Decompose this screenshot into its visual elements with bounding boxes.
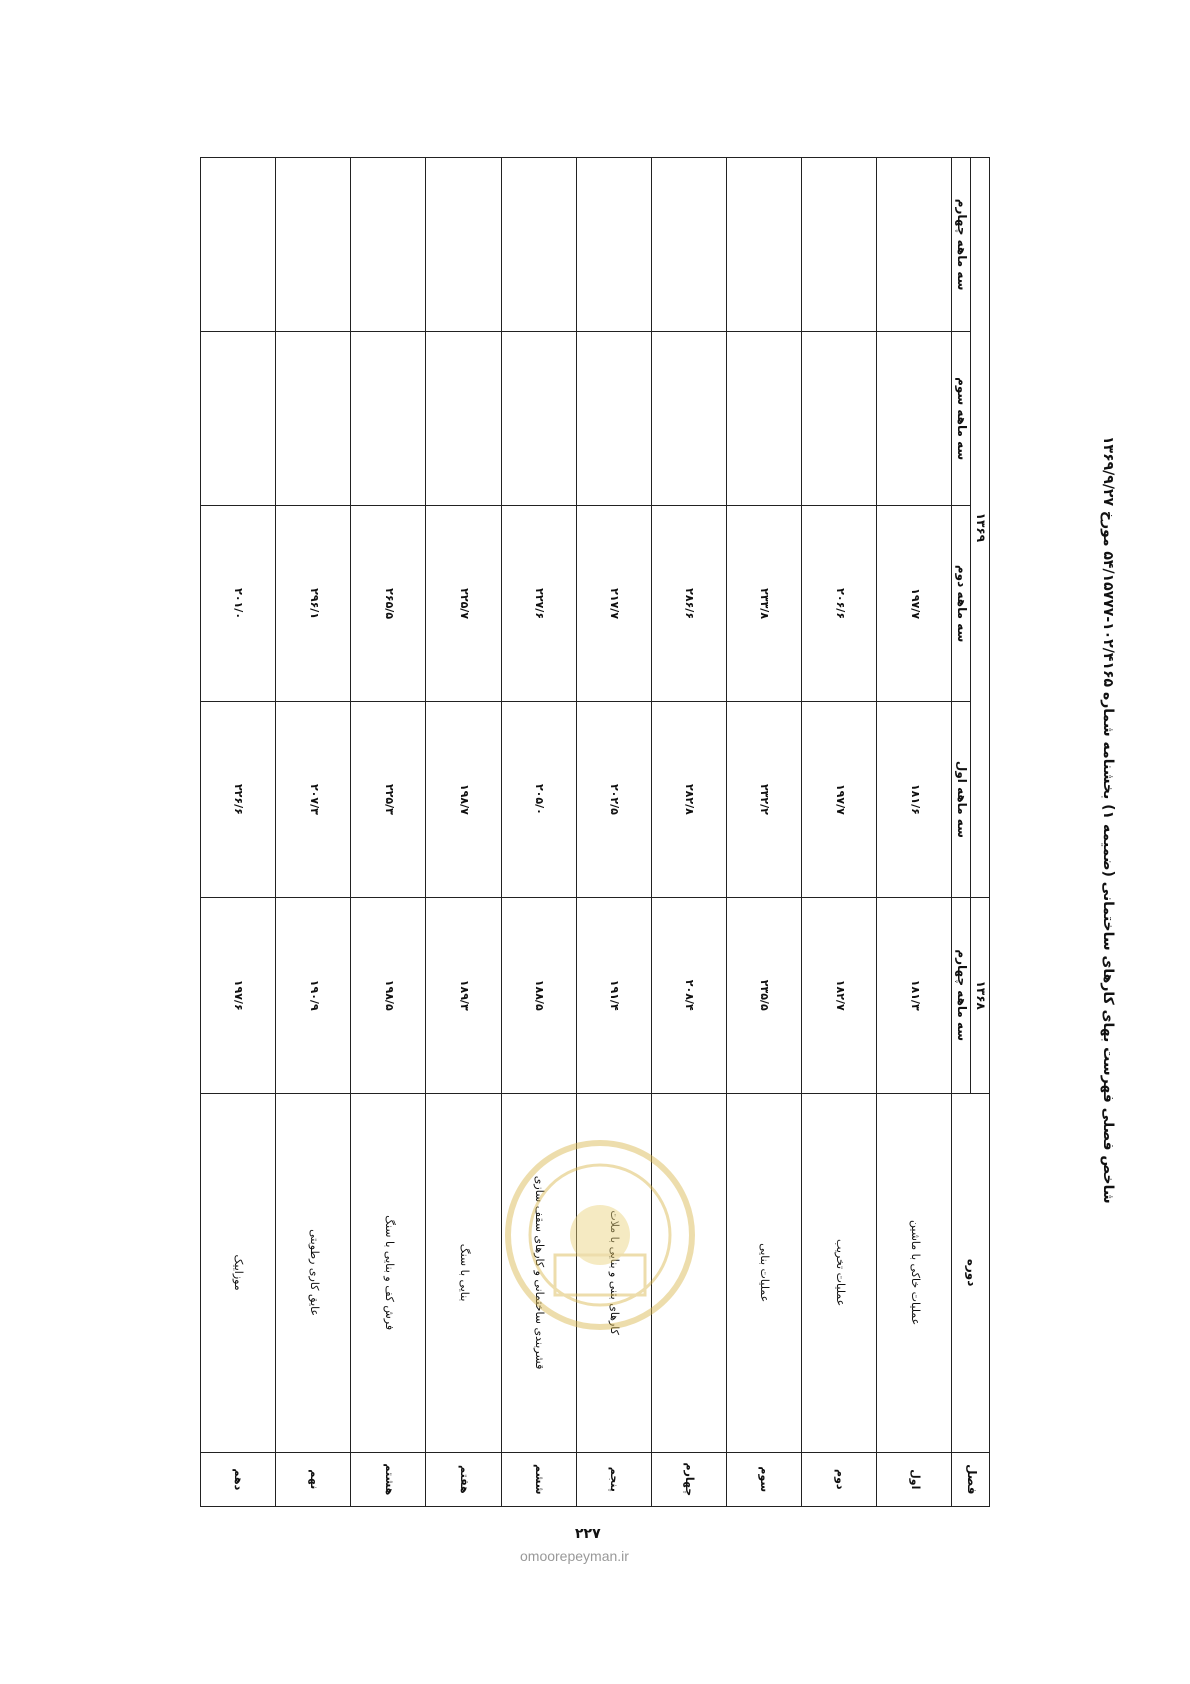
value-q1-1369: ۲۲۶/۶ bbox=[201, 702, 276, 898]
value-q3-1369 bbox=[726, 332, 801, 506]
value-q2-1369: ۲۲۷/۶ bbox=[501, 506, 576, 702]
table-row bbox=[726, 158, 801, 1507]
value-q4-1368: ۱۸۹/۳ bbox=[426, 897, 501, 1093]
row-number: دوم bbox=[802, 1452, 877, 1506]
value-q4-1369 bbox=[351, 158, 426, 332]
row-number: هشتم bbox=[351, 1452, 426, 1506]
value-q4-1369 bbox=[802, 158, 877, 332]
row-number: هفتم bbox=[426, 1452, 501, 1506]
value-q2-1369: ۲۰۶/۶ bbox=[802, 506, 877, 702]
value-q4-1368: ۱۹۷/۶ bbox=[201, 897, 276, 1093]
row-description: فرش کف و بنایی با سنگ bbox=[351, 1093, 426, 1452]
value-q3-1369 bbox=[576, 332, 651, 506]
value-q1-1369: ۲۳۲/۲ bbox=[726, 702, 801, 898]
value-q1-1369: ۱۹۸/۷ bbox=[426, 702, 501, 898]
value-q4-1368: ۱۸۲/۷ bbox=[802, 897, 877, 1093]
row-description: عملیات تخریب bbox=[802, 1093, 877, 1452]
value-q3-1369 bbox=[426, 332, 501, 506]
value-q3-1369 bbox=[802, 332, 877, 506]
value-q1-1369: ۲۰۷/۳ bbox=[276, 702, 351, 898]
document-title: شاخص فصلی فهرست بهای کارهای ساختمانی (ضمیمه ۱) بخشنامه شماره ۱۰۲/۴۱۶۵-۵۴/۱۵۷۷۷ مورخ ۱۳۶۹/۹/۲۷ bbox=[1100, 436, 1116, 1204]
row-number: چهارم bbox=[651, 1452, 726, 1506]
value-q4-1368: ۱۸۱/۳ bbox=[877, 897, 952, 1093]
row-description: قشربندی ساختمانی و کارهای سقف سازی bbox=[501, 1093, 576, 1452]
value-q4-1369 bbox=[877, 158, 952, 332]
value-q2-1369: ۲۳۳/۸ bbox=[726, 506, 801, 702]
value-q3-1369 bbox=[501, 332, 576, 506]
header-season: فصل bbox=[952, 1452, 990, 1506]
value-q4-1369 bbox=[726, 158, 801, 332]
value-q3-1369 bbox=[651, 332, 726, 506]
row-number: اول bbox=[877, 1452, 952, 1506]
value-q3-1369 bbox=[276, 332, 351, 506]
row-number: پنجم bbox=[576, 1452, 651, 1506]
value-q1-1369: ۱۸۱/۶ bbox=[877, 702, 952, 898]
value-q1-1369: ۲۸۲/۸ bbox=[651, 702, 726, 898]
value-q4-1368: ۲۰۸/۴ bbox=[651, 897, 726, 1093]
row-description: موزاییک bbox=[201, 1093, 276, 1452]
value-q3-1369 bbox=[351, 332, 426, 506]
value-q2-1369: ۲۹۶/۱ bbox=[276, 506, 351, 702]
row-description: عایق کاری رطوبتی bbox=[276, 1093, 351, 1452]
header-q2-1369: سه ماهه دوم bbox=[952, 506, 971, 702]
value-q3-1369 bbox=[877, 332, 952, 506]
value-q1-1369: ۲۲۵/۳ bbox=[351, 702, 426, 898]
table-row bbox=[201, 158, 276, 1507]
header-q3-1369: سه ماهه سوم bbox=[952, 332, 971, 506]
table-row bbox=[351, 158, 426, 1507]
value-q2-1369: ۲۶۵/۵ bbox=[351, 506, 426, 702]
table-row bbox=[802, 158, 877, 1507]
header-q1-1369: سه ماهه اول bbox=[952, 702, 971, 898]
header-q4-1369: سه ماهه چهارم bbox=[952, 158, 971, 332]
value-q2-1369: ۲۱۷/۷ bbox=[576, 506, 651, 702]
header-year-1368: ۱۳۶۸ bbox=[971, 897, 990, 1093]
value-q4-1369 bbox=[201, 158, 276, 332]
header-q4-1368: سه ماهه چهارم bbox=[952, 897, 971, 1093]
value-q4-1369 bbox=[576, 158, 651, 332]
row-description: بنایی با سنگ bbox=[426, 1093, 501, 1452]
row-number: ششم bbox=[501, 1452, 576, 1506]
value-q4-1368: ۱۹۱/۴ bbox=[576, 897, 651, 1093]
value-q4-1369 bbox=[426, 158, 501, 332]
value-q2-1369: ۲۰۱/۰ bbox=[201, 506, 276, 702]
value-q1-1369: ۲۰۲/۵ bbox=[576, 702, 651, 898]
value-q4-1368: ۲۳۵/۵ bbox=[726, 897, 801, 1093]
header-year-1369: ۱۳۶۹ bbox=[971, 158, 990, 898]
value-q3-1369 bbox=[201, 332, 276, 506]
value-q2-1369: ۲۸۶/۶ bbox=[651, 506, 726, 702]
page-number: ۲۲۷ bbox=[575, 1526, 601, 1542]
row-description: عملیات بنایی bbox=[726, 1093, 801, 1452]
value-q4-1368: ۱۸۸/۵ bbox=[501, 897, 576, 1093]
row-number: دهم bbox=[201, 1452, 276, 1506]
table-row bbox=[276, 158, 351, 1507]
value-q4-1368: ۱۹۸/۵ bbox=[351, 897, 426, 1093]
value-q4-1369 bbox=[651, 158, 726, 332]
row-number: سوم bbox=[726, 1452, 801, 1506]
table-row bbox=[426, 158, 501, 1507]
row-description: کارهای بتنی و بنایی با ملات bbox=[576, 1093, 651, 1452]
value-q4-1369 bbox=[501, 158, 576, 332]
row-description: عملیات خاکی با ماشین bbox=[877, 1093, 952, 1452]
value-q2-1369: ۱۹۷/۷ bbox=[877, 506, 952, 702]
value-q1-1369: ۲۰۵/۰ bbox=[501, 702, 576, 898]
footer-url: omoorepeyman.ir bbox=[520, 1548, 629, 1564]
value-q1-1369: ۱۹۷/۷ bbox=[802, 702, 877, 898]
table-row bbox=[877, 158, 952, 1507]
header-period: دوره bbox=[952, 1093, 990, 1452]
watermark-seal bbox=[500, 1135, 700, 1335]
value-q2-1369: ۲۲۵/۷ bbox=[426, 506, 501, 702]
row-number: نهم bbox=[276, 1452, 351, 1506]
value-q4-1368: ۱۹۰/۹ bbox=[276, 897, 351, 1093]
value-q4-1369 bbox=[276, 158, 351, 332]
